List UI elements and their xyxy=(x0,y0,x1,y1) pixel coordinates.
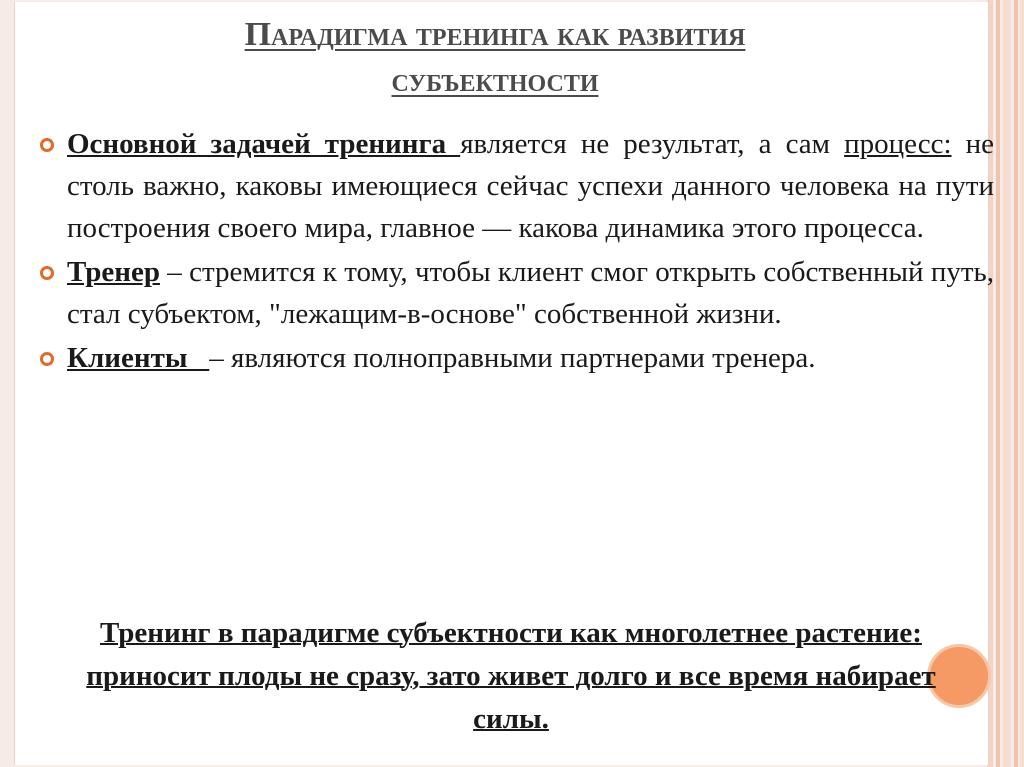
bullet-circle-icon xyxy=(40,266,54,280)
decorative-stripe xyxy=(1020,0,1024,767)
bullet-circle-icon xyxy=(40,138,54,152)
bullet-lead: Основной задачей тренинга xyxy=(67,128,461,160)
title-line-1: Парадигма тренинга как развития xyxy=(244,16,746,53)
conclusion-body: Тренинг в парадигме субъектности как многолетнее растение: приносит плоды не сразу, зато живет долго и все время набирает силы. xyxy=(86,617,936,735)
bullet-text: не столь важно, каковы имеющиеся сейчас успехи данного человека на пути построения своего мира, главное — какова динамика этого процесса. xyxy=(67,128,994,244)
bullet-list xyxy=(67,123,994,381)
bullet-circle-icon xyxy=(40,352,54,366)
conclusion-text xyxy=(47,612,975,741)
bullet-text: является не результат, а сам xyxy=(460,128,845,160)
decorative-stripe xyxy=(1014,0,1018,767)
bullet-text: – являются полноправными партнерами тренера. xyxy=(209,342,816,374)
bullet-item xyxy=(67,123,994,249)
decorative-stripe xyxy=(1003,0,1011,767)
bullet-lead: Тренер xyxy=(67,256,160,288)
bullet-text: – стремится к тому, чтобы клиент смог открыть собственный путь, стал субъектом, "лежащим-в-основе" собственной жизни. xyxy=(67,256,994,330)
slide xyxy=(14,2,994,765)
bullet-item xyxy=(67,337,994,379)
bullet-lead: Клиенты xyxy=(67,342,210,374)
bullet-item xyxy=(67,251,994,335)
slide-title xyxy=(15,12,975,104)
decorative-stripe xyxy=(996,0,1000,767)
title-line-2: субъектности xyxy=(391,62,599,99)
bullet-underlined-word: процесс: xyxy=(844,128,952,160)
